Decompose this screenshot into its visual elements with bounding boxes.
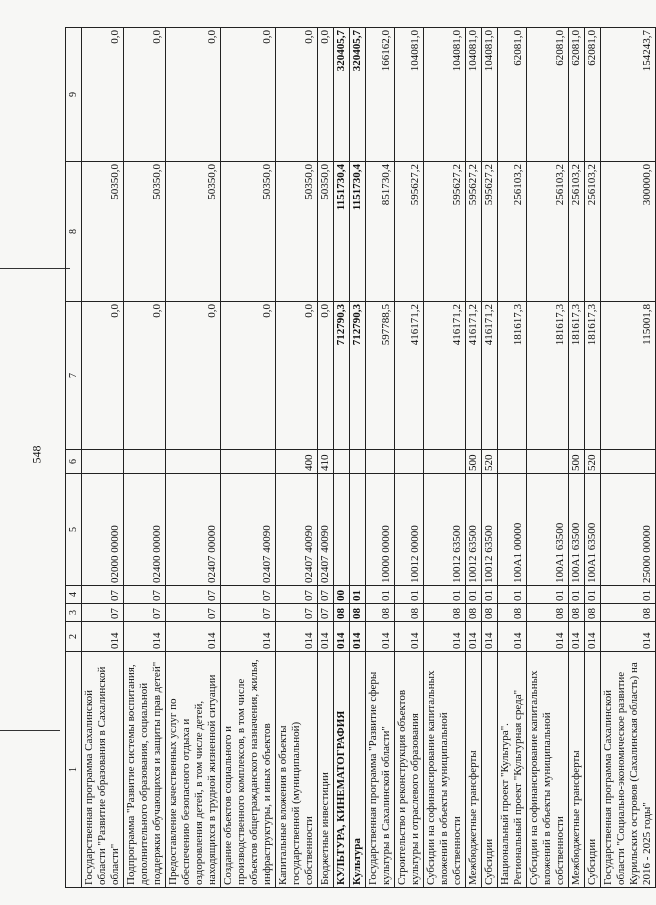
table-cell: 10012 63500	[424, 474, 466, 586]
table-cell: 014	[498, 622, 527, 652]
table-cell	[527, 450, 569, 474]
row-name-cell: Создание объектов социального и производственного комплексов, в том числе объектов общегражданского назначения, жилья, инфраструктуры, и иных объектов	[221, 652, 276, 888]
table-cell: 0,0	[82, 302, 124, 450]
table-cell	[124, 450, 166, 474]
table-cell: 104081,0	[466, 28, 482, 162]
table-cell: 416171,2	[482, 302, 498, 450]
table-row	[569, 28, 585, 888]
table-cell: 595627,2	[424, 162, 466, 302]
table-cell: 014	[395, 622, 424, 652]
table-row	[601, 28, 656, 888]
table-cell: 08	[482, 604, 498, 622]
table-cell: 0,0	[318, 302, 334, 450]
table-cell: 100A1 00000	[498, 474, 527, 586]
budget-table-container	[65, 28, 653, 888]
table-cell: 0,0	[221, 28, 276, 162]
table-cell: 02407 00000	[166, 474, 221, 586]
row-name-cell: КУЛЬТУРА, КИНЕМАТОГРАФИЯ	[334, 652, 350, 888]
page-number: 548	[29, 445, 44, 464]
row-name-cell: Субсидии на софинансирование капитальных вложений в объекты муниципальной собственности	[424, 652, 466, 888]
table-cell: 10000 00000	[366, 474, 395, 586]
table-cell: 400	[276, 450, 318, 474]
table-cell	[601, 450, 656, 474]
row-name-cell: Бюджетные инвестиции	[318, 652, 334, 888]
header-row	[66, 28, 82, 888]
column-header: 4	[66, 586, 82, 604]
table-cell: 181617,3	[527, 302, 569, 450]
table-cell: 08	[569, 604, 585, 622]
table-cell: 0,0	[166, 302, 221, 450]
table-cell: 0,0	[166, 28, 221, 162]
table-row	[395, 28, 424, 888]
row-name-cell: Субсидии на софинансирование капитальных вложений в объекты муниципальной собственности	[527, 652, 569, 888]
table-cell: 01	[350, 586, 366, 604]
column-header: 8	[66, 162, 82, 302]
table-cell: 0,0	[82, 28, 124, 162]
table-cell: 01	[366, 586, 395, 604]
table-cell: 50350,0	[166, 162, 221, 302]
table-cell: 07	[82, 604, 124, 622]
table-row	[498, 28, 527, 888]
table-cell: 014	[334, 622, 350, 652]
table-cell: 014	[221, 622, 276, 652]
table-cell: 500	[466, 450, 482, 474]
table-cell: 104081,0	[395, 28, 424, 162]
table-cell: 014	[466, 622, 482, 652]
table-cell: 07	[124, 604, 166, 622]
table-cell: 014	[318, 622, 334, 652]
table-cell: 416171,2	[466, 302, 482, 450]
table-cell: 597788,5	[366, 302, 395, 450]
table-cell: 014	[601, 622, 656, 652]
table-cell: 08	[585, 604, 601, 622]
table-cell: 500	[569, 450, 585, 474]
row-name-cell: Национальный проект "Культура". Региональный проект "Культурная среда"	[498, 652, 527, 888]
table-cell: 320405,7	[350, 28, 366, 162]
row-name-cell: Государственная программа Сахалинской области "Социально-экономическое развитие Курильских островов (Сахалинская область) на 2016 - 2025 годы"	[601, 652, 656, 888]
table-cell	[350, 474, 366, 586]
table-cell: 256103,2	[527, 162, 569, 302]
table-cell: 50350,0	[221, 162, 276, 302]
table-cell: 01	[482, 586, 498, 604]
table-cell: 07	[82, 586, 124, 604]
table-cell: 014	[276, 622, 318, 652]
column-header: 2	[66, 622, 82, 652]
table-cell: 014	[569, 622, 585, 652]
column-header: 7	[66, 302, 82, 450]
column-header: 6	[66, 450, 82, 474]
table-cell: 320405,7	[334, 28, 350, 162]
table-cell: 01	[424, 586, 466, 604]
table-cell: 154243,7	[601, 28, 656, 162]
table-cell: 62081,0	[527, 28, 569, 162]
table-row	[482, 28, 498, 888]
table-cell: 08	[350, 604, 366, 622]
table-cell: 014	[585, 622, 601, 652]
column-header: 5	[66, 474, 82, 586]
table-cell	[350, 450, 366, 474]
table-cell: 014	[366, 622, 395, 652]
table-cell: 01	[466, 586, 482, 604]
table-cell	[498, 450, 527, 474]
table-cell: 256103,2	[569, 162, 585, 302]
table-cell: 07	[166, 604, 221, 622]
table-cell: 0,0	[221, 302, 276, 450]
table-cell: 520	[482, 450, 498, 474]
table-cell: 02407 40090	[221, 474, 276, 586]
row-name-cell: Культура	[350, 652, 366, 888]
table-cell: 07	[318, 604, 334, 622]
table-row	[466, 28, 482, 888]
scan-mark	[0, 268, 70, 269]
table-cell: 166162,0	[366, 28, 395, 162]
table-row	[166, 28, 221, 888]
table-cell: 100A1 63500	[585, 474, 601, 586]
table-row	[318, 28, 334, 888]
table-cell	[166, 450, 221, 474]
table-cell: 256103,2	[498, 162, 527, 302]
row-name-cell: Предоставление качественных услуг по обеспечению безопасного отдыха и оздоровления детей, в том числе детей, находящихся в трудной жизненной ситуации	[166, 652, 221, 888]
table-cell: 851730,4	[366, 162, 395, 302]
table-cell: 01	[569, 586, 585, 604]
table-cell: 014	[527, 622, 569, 652]
row-name-cell: Межбюджетные трансферты	[569, 652, 585, 888]
table-cell: 02400 00000	[124, 474, 166, 586]
table-cell: 50350,0	[276, 162, 318, 302]
row-name-cell: Подпрограмма "Развитие системы воспитания, дополнительного образования, социальной поддержки обучающихся и защиты прав детей"	[124, 652, 166, 888]
table-cell: 712790,3	[334, 302, 350, 450]
table-cell: 0,0	[276, 302, 318, 450]
column-header: 3	[66, 604, 82, 622]
table-cell: 08	[395, 604, 424, 622]
table-cell: 300000,0	[601, 162, 656, 302]
table-cell: 50350,0	[124, 162, 166, 302]
table-cell: 08	[498, 604, 527, 622]
table-cell: 416171,2	[424, 302, 466, 450]
table-row	[276, 28, 318, 888]
row-name-cell: Субсидии	[482, 652, 498, 888]
table-cell: 1151730,4	[350, 162, 366, 302]
table-cell: 07	[221, 586, 276, 604]
table-row	[350, 28, 366, 888]
table-cell	[334, 450, 350, 474]
table-cell: 0,0	[318, 28, 334, 162]
row-name-cell: Межбюджетные трансферты	[466, 652, 482, 888]
table-cell: 62081,0	[498, 28, 527, 162]
table-cell: 10012 00000	[395, 474, 424, 586]
column-header: 9	[66, 28, 82, 162]
table-cell: 02407 40090	[318, 474, 334, 586]
table-cell	[334, 474, 350, 586]
table-cell: 416171,2	[395, 302, 424, 450]
table-cell: 104081,0	[482, 28, 498, 162]
table-cell: 0,0	[124, 302, 166, 450]
table-cell: 595627,2	[482, 162, 498, 302]
table-cell: 595627,2	[466, 162, 482, 302]
table-row	[82, 28, 124, 888]
table-cell: 115001,8	[601, 302, 656, 450]
table-cell: 08	[334, 604, 350, 622]
table-cell: 07	[276, 586, 318, 604]
table-cell: 62081,0	[585, 28, 601, 162]
table-cell	[424, 450, 466, 474]
table-cell: 08	[424, 604, 466, 622]
table-cell: 181617,3	[585, 302, 601, 450]
table-cell: 07	[318, 586, 334, 604]
table-cell	[395, 450, 424, 474]
table-cell: 07	[124, 586, 166, 604]
table-cell: 520	[585, 450, 601, 474]
table-cell: 181617,3	[498, 302, 527, 450]
table-cell	[221, 450, 276, 474]
table-row	[221, 28, 276, 888]
table-cell: 181617,3	[569, 302, 585, 450]
table-cell: 01	[498, 586, 527, 604]
table-cell: 10012 63500	[482, 474, 498, 586]
table-cell: 07	[166, 586, 221, 604]
table-cell: 1151730,4	[334, 162, 350, 302]
table-cell: 01	[601, 586, 656, 604]
row-name-cell: Строительство и реконструкция объектов культуры и отраслевого образования	[395, 652, 424, 888]
table-cell: 104081,0	[424, 28, 466, 162]
table-cell: 0,0	[276, 28, 318, 162]
table-row	[527, 28, 569, 888]
table-cell: 07	[276, 604, 318, 622]
row-name-cell: Субсидии	[585, 652, 601, 888]
table-cell: 08	[601, 604, 656, 622]
table-cell: 62081,0	[569, 28, 585, 162]
table-cell: 50350,0	[82, 162, 124, 302]
table-cell: 50350,0	[318, 162, 334, 302]
table-cell	[366, 450, 395, 474]
table-cell: 08	[366, 604, 395, 622]
table-cell: 01	[395, 586, 424, 604]
table-cell: 712790,3	[350, 302, 366, 450]
table-cell: 07	[221, 604, 276, 622]
table-cell	[82, 450, 124, 474]
table-cell: 256103,2	[585, 162, 601, 302]
table-cell: 08	[527, 604, 569, 622]
table-cell: 100A1 63500	[569, 474, 585, 586]
scan-mark	[0, 730, 60, 731]
table-row	[585, 28, 601, 888]
table-cell: 01	[527, 586, 569, 604]
table-body	[82, 28, 656, 888]
table-row	[124, 28, 166, 888]
table-cell: 014	[124, 622, 166, 652]
table-row	[424, 28, 466, 888]
table-row	[366, 28, 395, 888]
table-cell: 014	[482, 622, 498, 652]
table-cell: 01	[585, 586, 601, 604]
column-header: 1	[66, 652, 82, 888]
table-row	[334, 28, 350, 888]
rotated-page-area	[65, 28, 653, 888]
table-cell: 014	[82, 622, 124, 652]
table-cell: 10012 63500	[466, 474, 482, 586]
table-cell: 0,0	[124, 28, 166, 162]
table-cell: 02000 00000	[82, 474, 124, 586]
table-cell: 410	[318, 450, 334, 474]
table-cell: 014	[350, 622, 366, 652]
budget-table	[65, 27, 656, 888]
table-cell: 100A1 63500	[527, 474, 569, 586]
table-cell: 08	[466, 604, 482, 622]
table-cell: 595627,2	[395, 162, 424, 302]
table-cell: 00	[334, 586, 350, 604]
table-cell: 014	[424, 622, 466, 652]
row-name-cell: Государственная программа Сахалинской области "Развитие образования в Сахалинской области"	[82, 652, 124, 888]
row-name-cell: Капитальные вложения в объекты государственной (муниципальной) собственности	[276, 652, 318, 888]
row-name-cell: Государственная программа "Развитие сферы культуры в Сахалинской области"	[366, 652, 395, 888]
table-cell: 014	[166, 622, 221, 652]
table-cell: 02407 40090	[276, 474, 318, 586]
table-cell: 25000 00000	[601, 474, 656, 586]
